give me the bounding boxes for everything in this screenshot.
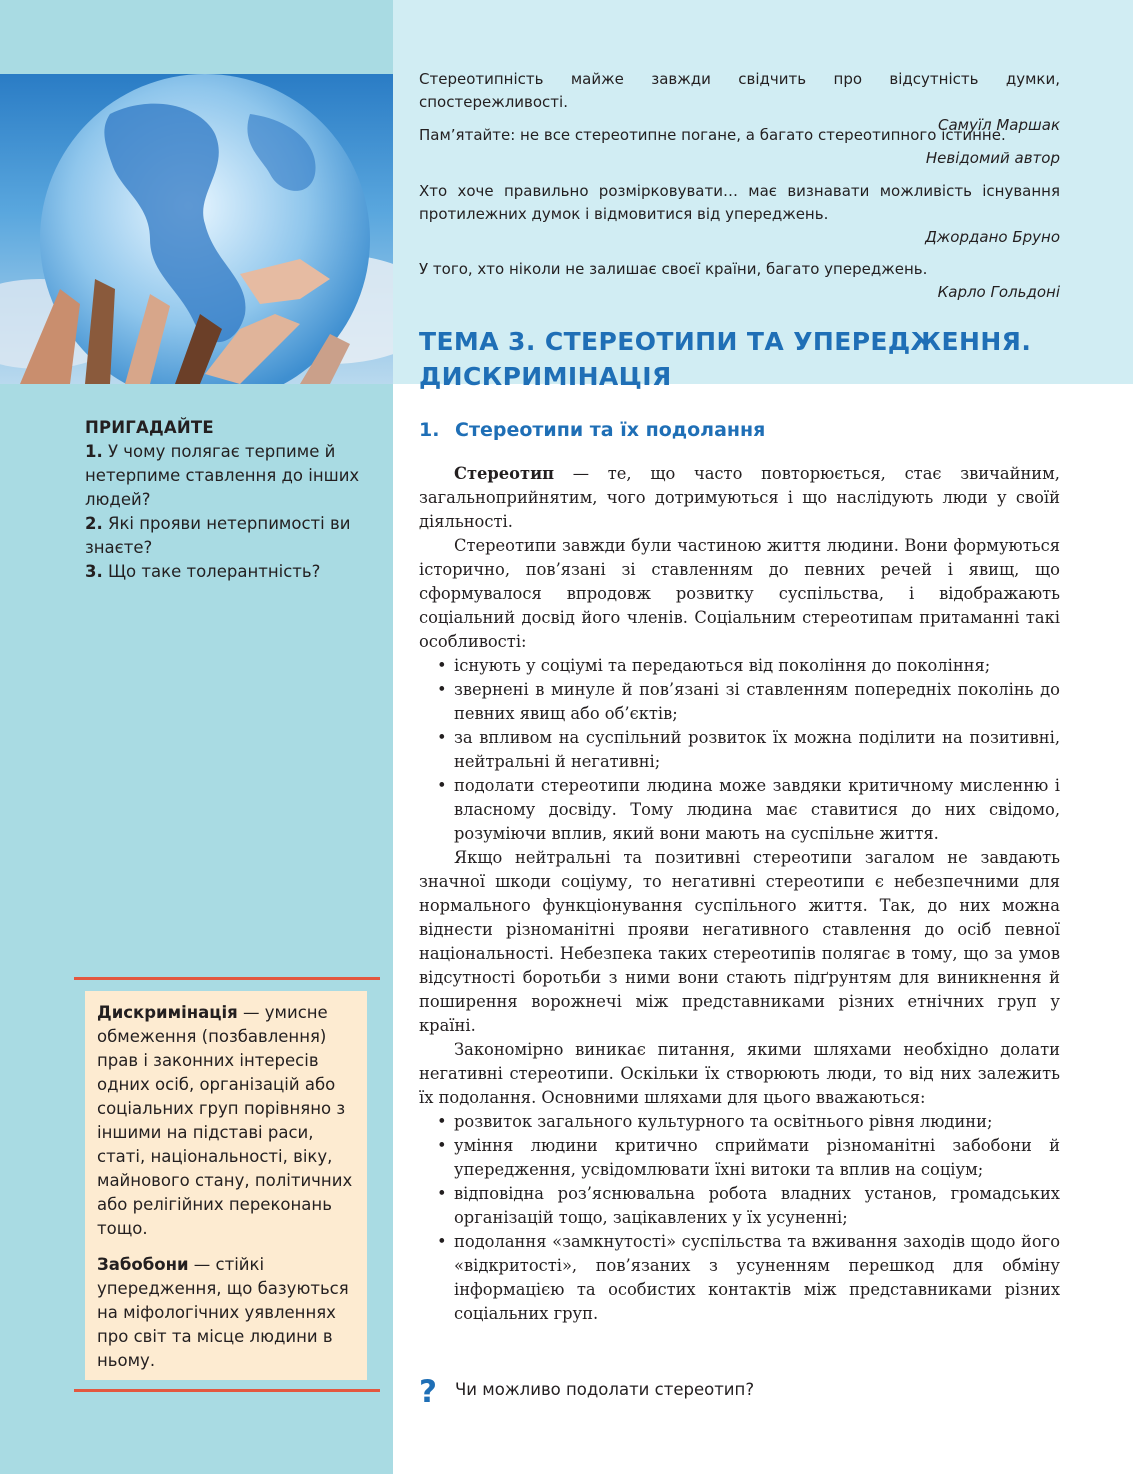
globe-hands-photo [0,74,393,384]
quote-text: Хто хоче правильно розмірковувати… має визнавати можливість існування протилежних думок і відмовитися від упереджень. [419,182,1060,223]
epigraph-quote [419,258,1060,304]
list-item: • уміння людини критично сприймати різноманітні забобони й упередження, усвідомлювати їхні витоки та вплив на соціум; [419,1134,1060,1182]
recall-question: 3. Що таке толерантність? [85,562,321,581]
list-item: • існують у соціумі та передаються від покоління до покоління; [419,654,1060,678]
epigraph-quote [419,180,1060,249]
red-divider-top [74,977,380,980]
recall-question: 1. У чому полягає терпиме й нетерпиме ставлення до інших людей? [85,442,360,509]
main-text [419,462,1060,1326]
quote-author: Карло Гольдоні [937,283,1060,301]
quote-author: Самуїл Маршак [937,116,1060,134]
list-item: • за впливом на суспільний розвиток їх можна поділити на позитивні, нейтральні й негативні; [419,726,1060,774]
paragraph: Стереотипи завжди були частиною життя людини. Вони формуються історично, пов’язані зі ставленням до певних речей і явищ, що сформувалося впродовж розвитку суспільства, і відображають соціальний досвід його членів. Соціальним стереотипам притаманні такі особливості: [419,536,1060,651]
list-item: • звернені в минуле й пов’язані зі ставленням попередніх поколінь до певних явищ або об’єктів; [419,678,1060,726]
red-divider-bottom [74,1389,380,1392]
quote-author: Джордано Бруно [925,228,1060,246]
epigraph-quote [419,124,1060,170]
paragraph: Стереотип — те, що часто повторюється, стає звичайним, загальноприйнятим, чого дотримуються і що наслідують люди у своїй діяльності. [419,464,1060,531]
ways-list [419,1110,1060,1326]
paragraph: Якщо нейтральні та позитивні стереотипи загалом не завдають значної шкоди соціуму, то негативні стереотипи є небезпечними для нормального функціонування суспільного життя. Так, до них можна віднести різноманітні прояви негативного ставлення до осіб певної національності. Небезпека таких стереотипів полягає в тому, що за умов відсутності боротьби з ними вони стають підґрунтям для виникнення й поширення ворожнечі між представниками різних етнічних груп у країні. [419,848,1060,1035]
list-item: • відповідна роз’яснювальна робота владних установ, громадських організацій тощо, зацікавлених у їх усуненні; [419,1182,1060,1230]
section-heading [419,416,765,444]
definition-discrimination: Дискримінація — умисне обмеження (позбавлення) прав і законних інтересів одних осіб, організацій або соціальних груп порівняно з іншими на підставі раси, статі, національності, віку, майнового стану, політичних або релігійних переконань тощо. [97,1003,353,1238]
list-item: • розвиток загального культурного та освітнього рівня людини; [419,1110,1060,1134]
features-list [419,654,1060,846]
review-question [419,1376,1060,1412]
question-text: Чи можливо подолати стереотип? [455,1380,755,1399]
recall-block [85,416,370,584]
recall-heading: ПРИГАДАЙТЕ [85,418,214,437]
list-item: • подолання «замкнутості» суспільства та вживання заходів щодо його «відкритості», пов’язаних з усуненням перешкод для обміну інформацією та особистих контактів між представниками різних соціальних груп. [419,1230,1060,1326]
globe-illustration [0,74,393,384]
quote-text: Стереотипність майже завжди свідчить про відсутність думки, спостережливості. [419,70,1060,111]
quote-text: Пам’ятайте: не все стереотипне погане, а багато стереотипного істинне. [419,126,1006,144]
recall-question: 2. Які прояви нетерпимості ви знаєте? [85,514,351,557]
question-mark-icon: ? [419,1374,437,1410]
section-number: 1. [419,419,440,441]
quote-text: У того, хто ніколи не залишає своєї країни, багато упереджень. [419,260,928,278]
topic-title: ТЕМА 3. СТЕРЕОТИПИ ТА УПЕРЕДЖЕННЯ. ДИСКРИМІНАЦІЯ [419,327,1032,391]
quote-author: Невідомий автор [925,149,1060,167]
paragraph: Закономірно виникає питання, якими шляхами необхідно долати негативні стереотипи. Оскільки їх створюють люди, то від них залежить їх подолання. Основними шляхами для цього вважаються: [419,1040,1060,1107]
section-title: Стереотипи та їх подолання [455,419,766,441]
definition-prejudices: Забобони — стійкі упередження, що базуються на міфологічних уявленнях про світ та місце людини в ньому. [97,1255,349,1370]
list-item: • подолати стереотипи людина може завдяки критичному мисленню і власному досвіду. Тому людина має ставитися до них свідомо, розуміючи вплив, який вони мають на суспільне життя. [419,774,1060,846]
definitions-box [85,991,367,1380]
